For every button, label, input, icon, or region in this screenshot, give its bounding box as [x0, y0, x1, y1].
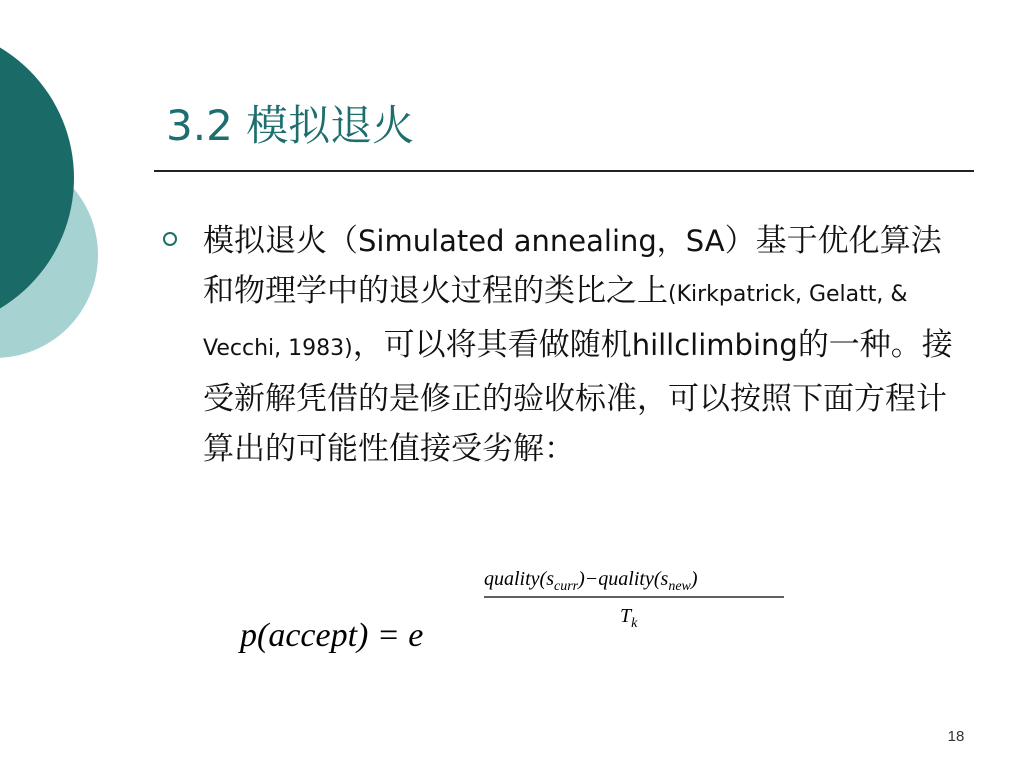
page-number: 18	[947, 728, 965, 745]
formula-lhs: p(accept) = e	[240, 617, 424, 654]
bullet-text-2: ）基于优化算法和物理学中的退火过程的类比之上	[203, 223, 942, 309]
bullet-citation: (Kirkpatrick, Gelatt, & Vecchi, 1983)	[203, 282, 908, 361]
bullet-text-3: ，可以将其看做随机	[352, 327, 632, 363]
bullet-circle-icon	[163, 232, 177, 246]
bullet-paragraph	[203, 216, 963, 474]
acceptance-probability-formula	[232, 558, 812, 668]
bullet-text-1: 模拟退火（	[203, 223, 358, 259]
decorative-circles	[0, 0, 110, 420]
formula-numerator: $quality(s_{curr})-quality(s_{new})$	[484, 568, 698, 594]
title-divider	[154, 170, 974, 172]
bullet-text-4: 的一种。接受新解凭借的是修正的验收标准，可以按照下面方程计算出的可能性值接受劣解：	[203, 327, 953, 467]
slide-title: 3.2 模拟退火	[166, 101, 415, 150]
formula-denominator: $T_k$	[620, 605, 638, 631]
bullet-text-hillclimbing: hillclimbing	[631, 328, 798, 362]
bullet-text-term: Simulated annealing，SA	[358, 224, 725, 258]
